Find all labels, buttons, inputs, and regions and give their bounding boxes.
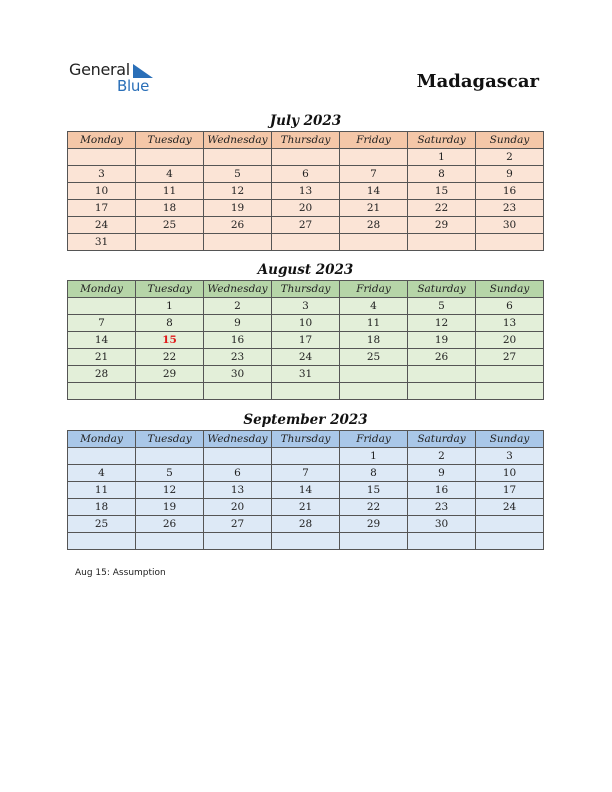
weekday-header-row <box>68 281 544 298</box>
day-cell: 13 <box>272 183 340 200</box>
empty-day-cell <box>136 234 204 251</box>
day-cell: 24 <box>476 499 544 516</box>
day-cell: 28 <box>340 217 408 234</box>
month-title: September 2023 <box>243 412 368 428</box>
day-cell: 4 <box>136 166 204 183</box>
week-row <box>68 482 544 499</box>
day-cell: 28 <box>68 366 136 383</box>
empty-day-cell <box>68 149 136 166</box>
weekday-header: Monday <box>68 431 136 448</box>
week-row <box>68 332 544 349</box>
day-cell: 1 <box>340 448 408 465</box>
day-cell: 3 <box>476 448 544 465</box>
empty-day-cell <box>68 298 136 315</box>
day-cell: 22 <box>408 200 476 217</box>
day-cell: 10 <box>476 465 544 482</box>
week-row <box>68 217 544 234</box>
day-cell: 11 <box>340 315 408 332</box>
day-cell: 9 <box>204 315 272 332</box>
day-cell: 30 <box>204 366 272 383</box>
day-cell: 10 <box>68 183 136 200</box>
day-cell: 21 <box>68 349 136 366</box>
empty-day-cell <box>136 448 204 465</box>
week-row <box>68 200 544 217</box>
day-cell: 5 <box>204 166 272 183</box>
empty-day-cell <box>340 383 408 400</box>
weekday-header: Tuesday <box>136 132 204 149</box>
day-cell: 29 <box>136 366 204 383</box>
calendar-grid <box>67 131 544 251</box>
day-cell: 18 <box>68 499 136 516</box>
day-cell: 26 <box>204 217 272 234</box>
logo-flag-icon <box>133 64 153 78</box>
weekday-header: Monday <box>68 281 136 298</box>
week-row <box>68 166 544 183</box>
weekday-header: Thursday <box>272 132 340 149</box>
weekday-header: Saturday <box>408 431 476 448</box>
empty-day-cell <box>476 533 544 550</box>
day-cell: 13 <box>476 315 544 332</box>
logo-text-blue: Blue <box>117 77 149 95</box>
day-cell: 24 <box>272 349 340 366</box>
month-september <box>67 410 544 550</box>
empty-day-cell <box>476 234 544 251</box>
weekday-header-row <box>68 132 544 149</box>
day-cell: 15 <box>408 183 476 200</box>
empty-day-cell <box>204 149 272 166</box>
weekday-header: Friday <box>340 281 408 298</box>
day-cell: 30 <box>408 516 476 533</box>
day-cell: 6 <box>204 465 272 482</box>
empty-day-cell <box>408 383 476 400</box>
day-cell: 19 <box>136 499 204 516</box>
day-cell: 25 <box>68 516 136 533</box>
day-cell: 30 <box>476 217 544 234</box>
week-row <box>68 234 544 251</box>
day-cell: 14 <box>68 332 136 349</box>
day-cell: 10 <box>272 315 340 332</box>
week-row <box>68 349 544 366</box>
day-cell: 1 <box>136 298 204 315</box>
empty-day-cell <box>136 383 204 400</box>
day-cell: 25 <box>136 217 204 234</box>
day-cell: 28 <box>272 516 340 533</box>
empty-day-cell <box>408 533 476 550</box>
day-cell: 13 <box>204 482 272 499</box>
weekday-header: Tuesday <box>136 281 204 298</box>
empty-day-cell <box>476 516 544 533</box>
day-cell: 7 <box>272 465 340 482</box>
day-cell: 1 <box>408 149 476 166</box>
empty-day-cell <box>340 366 408 383</box>
weekday-header: Saturday <box>408 281 476 298</box>
holiday-notes <box>75 568 166 578</box>
day-cell: 5 <box>136 465 204 482</box>
day-cell: 16 <box>476 183 544 200</box>
day-cell: 21 <box>272 499 340 516</box>
day-cell: 23 <box>476 200 544 217</box>
day-cell: 8 <box>136 315 204 332</box>
day-cell: 26 <box>136 516 204 533</box>
weekday-header: Friday <box>340 431 408 448</box>
month-july <box>67 111 544 251</box>
day-cell: 6 <box>272 166 340 183</box>
day-cell: 6 <box>476 298 544 315</box>
day-cell: 4 <box>340 298 408 315</box>
day-cell: 24 <box>68 217 136 234</box>
day-cell: 25 <box>340 349 408 366</box>
empty-day-cell <box>272 448 340 465</box>
empty-day-cell <box>408 234 476 251</box>
week-row <box>68 533 544 550</box>
day-cell: 12 <box>136 482 204 499</box>
day-cell: 14 <box>340 183 408 200</box>
week-row <box>68 315 544 332</box>
day-cell: 9 <box>476 166 544 183</box>
weekday-header: Saturday <box>408 132 476 149</box>
day-cell: 17 <box>272 332 340 349</box>
day-cell: 17 <box>68 200 136 217</box>
day-cell: 11 <box>136 183 204 200</box>
day-cell: 16 <box>408 482 476 499</box>
empty-day-cell <box>272 234 340 251</box>
weekday-header: Wednesday <box>204 132 272 149</box>
weekday-header: Tuesday <box>136 431 204 448</box>
day-cell: 14 <box>272 482 340 499</box>
day-cell: 27 <box>476 349 544 366</box>
weekday-header: Sunday <box>476 132 544 149</box>
day-cell: 4 <box>68 465 136 482</box>
week-row <box>68 448 544 465</box>
day-cell: 27 <box>272 217 340 234</box>
month-august <box>67 260 544 400</box>
day-cell: 18 <box>136 200 204 217</box>
holiday-day-cell: 15 <box>136 332 204 349</box>
month-title: August 2023 <box>257 262 354 278</box>
day-cell: 31 <box>68 234 136 251</box>
weekday-header: Sunday <box>476 431 544 448</box>
weekday-header: Sunday <box>476 281 544 298</box>
day-cell: 20 <box>204 499 272 516</box>
week-row <box>68 383 544 400</box>
day-cell: 29 <box>408 217 476 234</box>
empty-day-cell <box>272 149 340 166</box>
weekday-header: Monday <box>68 132 136 149</box>
day-cell: 18 <box>340 332 408 349</box>
logo-text-general: General <box>69 60 130 79</box>
weekday-header: Wednesday <box>204 281 272 298</box>
empty-day-cell <box>408 366 476 383</box>
holiday-note: Aug 15: Assumption <box>75 568 166 578</box>
day-cell: 5 <box>408 298 476 315</box>
day-cell: 11 <box>68 482 136 499</box>
day-cell: 22 <box>136 349 204 366</box>
empty-day-cell <box>68 533 136 550</box>
day-cell: 2 <box>476 149 544 166</box>
day-cell: 20 <box>272 200 340 217</box>
weekday-header-row <box>68 431 544 448</box>
day-cell: 3 <box>68 166 136 183</box>
day-cell: 12 <box>408 315 476 332</box>
empty-day-cell <box>68 383 136 400</box>
empty-day-cell <box>476 366 544 383</box>
week-row <box>68 499 544 516</box>
empty-day-cell <box>68 448 136 465</box>
empty-day-cell <box>136 533 204 550</box>
week-row <box>68 366 544 383</box>
empty-day-cell <box>272 533 340 550</box>
day-cell: 7 <box>340 166 408 183</box>
empty-day-cell <box>340 149 408 166</box>
weekday-header: Thursday <box>272 281 340 298</box>
day-cell: 12 <box>204 183 272 200</box>
calendar-grid <box>67 430 544 550</box>
empty-day-cell <box>204 234 272 251</box>
empty-day-cell <box>136 149 204 166</box>
day-cell: 27 <box>204 516 272 533</box>
day-cell: 3 <box>272 298 340 315</box>
day-cell: 21 <box>340 200 408 217</box>
day-cell: 22 <box>340 499 408 516</box>
empty-day-cell <box>204 533 272 550</box>
calendar-grid <box>67 280 544 400</box>
day-cell: 16 <box>204 332 272 349</box>
day-cell: 19 <box>408 332 476 349</box>
day-cell: 23 <box>204 349 272 366</box>
day-cell: 29 <box>340 516 408 533</box>
day-cell: 15 <box>340 482 408 499</box>
month-title: July 2023 <box>269 113 342 129</box>
weekday-header: Friday <box>340 132 408 149</box>
day-cell: 8 <box>408 166 476 183</box>
week-row <box>68 298 544 315</box>
generalblue-logo <box>69 60 169 100</box>
day-cell: 23 <box>408 499 476 516</box>
empty-day-cell <box>272 383 340 400</box>
day-cell: 9 <box>408 465 476 482</box>
day-cell: 31 <box>272 366 340 383</box>
day-cell: 7 <box>68 315 136 332</box>
week-row <box>68 516 544 533</box>
day-cell: 26 <box>408 349 476 366</box>
week-row <box>68 183 544 200</box>
week-row <box>68 465 544 482</box>
empty-day-cell <box>340 234 408 251</box>
country-title: Madagascar <box>416 71 539 92</box>
weekday-header: Thursday <box>272 431 340 448</box>
day-cell: 17 <box>476 482 544 499</box>
empty-day-cell <box>204 383 272 400</box>
week-row <box>68 149 544 166</box>
empty-day-cell <box>204 448 272 465</box>
weekday-header: Wednesday <box>204 431 272 448</box>
empty-day-cell <box>476 383 544 400</box>
day-cell: 2 <box>408 448 476 465</box>
day-cell: 2 <box>204 298 272 315</box>
empty-day-cell <box>340 533 408 550</box>
day-cell: 19 <box>204 200 272 217</box>
day-cell: 8 <box>340 465 408 482</box>
day-cell: 20 <box>476 332 544 349</box>
